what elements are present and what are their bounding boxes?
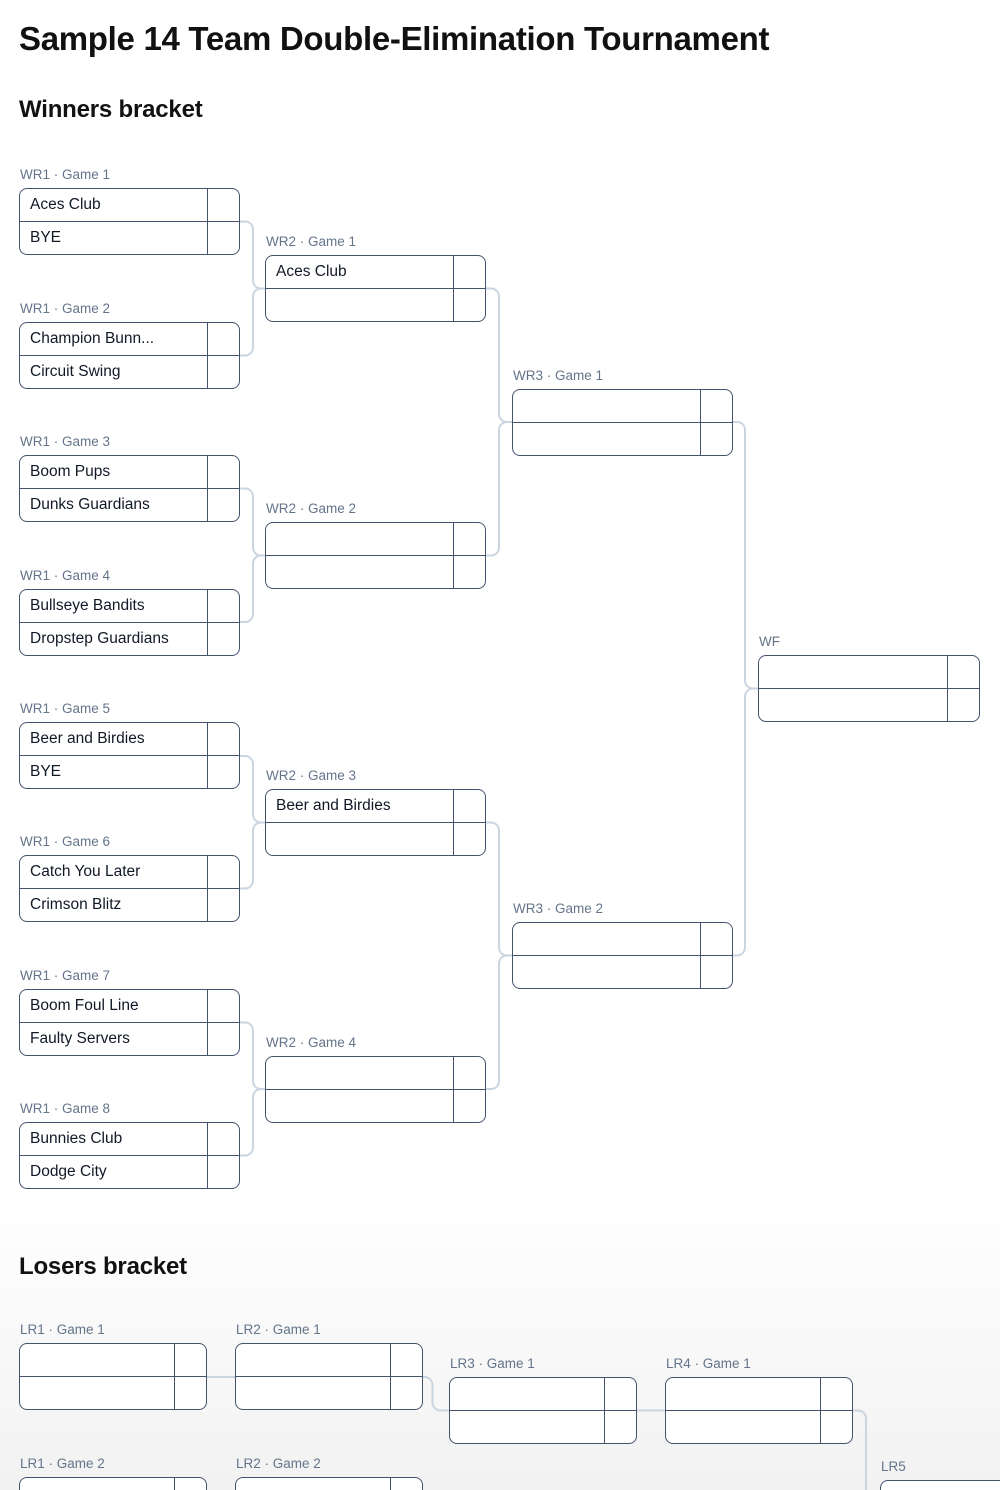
score-cell[interactable] [174, 1344, 206, 1376]
match-lr1g1 [19, 1322, 207, 1410]
match-wr1g7 [19, 968, 240, 1056]
team-name: Beer and Birdies [276, 797, 391, 814]
team-name: Crimson Blitz [30, 896, 122, 913]
match-box[interactable] [880, 1480, 1000, 1490]
match-box[interactable] [19, 1343, 207, 1410]
score-cell[interactable] [207, 856, 239, 888]
team-row[interactable] [266, 822, 485, 855]
connector-line [486, 823, 512, 956]
match-lr1g2 [19, 1456, 207, 1490]
team-row[interactable] [20, 1344, 206, 1376]
match-label: LR4 · Game 1 [666, 1356, 751, 1371]
match-wr1g4 [19, 568, 240, 656]
team-name [266, 1057, 453, 1089]
match-box[interactable] [265, 1056, 486, 1123]
team-row[interactable] [266, 1089, 485, 1122]
team-row[interactable] [266, 288, 485, 321]
team-row[interactable] [20, 856, 239, 888]
match-box[interactable] [19, 1122, 240, 1189]
team-row[interactable] [513, 422, 732, 455]
score-cell[interactable] [174, 1478, 206, 1490]
team-row[interactable] [20, 1123, 239, 1155]
score-cell[interactable] [207, 590, 239, 622]
team-name [20, 1344, 174, 1376]
match-wr2g3 [265, 768, 486, 856]
team-name: BYE [30, 229, 62, 246]
score-cell[interactable] [453, 523, 485, 555]
match-label: WR1 · Game 8 [20, 1101, 111, 1116]
team-row[interactable] [20, 622, 239, 655]
score-cell[interactable] [207, 323, 239, 355]
score-cell[interactable] [453, 823, 485, 855]
match-label: LR2 · Game 1 [236, 1322, 321, 1337]
team-row[interactable] [266, 523, 485, 555]
connector-line [240, 556, 265, 623]
score-cell[interactable] [604, 1378, 636, 1410]
score-cell[interactable] [700, 923, 732, 955]
connector-line [733, 689, 758, 956]
match-box[interactable] [235, 1477, 423, 1490]
match-wr2g2 [265, 501, 486, 589]
match-wr1g1 [19, 167, 240, 255]
score-cell[interactable] [700, 423, 732, 455]
connector-line [240, 823, 265, 889]
match-box[interactable] [265, 789, 486, 856]
match-label: WR1 · Game 2 [20, 301, 111, 316]
team-name: Catch You Later [30, 863, 141, 880]
match-label: LR1 · Game 1 [20, 1322, 105, 1337]
match-label: WR2 · Game 3 [266, 768, 357, 783]
match-box[interactable] [19, 722, 240, 789]
team-name [20, 1478, 174, 1490]
connector-line [486, 956, 512, 1090]
team-row[interactable] [20, 355, 239, 388]
team-row[interactable] [513, 955, 732, 988]
team-name: BYE [30, 763, 62, 780]
score-cell[interactable] [207, 456, 239, 488]
team-row[interactable] [759, 656, 979, 688]
connector-line [240, 222, 265, 289]
team-row[interactable] [513, 923, 732, 955]
team-name [236, 1377, 390, 1409]
team-name [266, 1090, 453, 1122]
match-wr3g1 [512, 368, 733, 456]
match-box[interactable] [665, 1377, 853, 1444]
team-row[interactable] [881, 1481, 1000, 1490]
team-name [513, 923, 700, 955]
score-cell[interactable] [453, 289, 485, 321]
team-row[interactable] [513, 390, 732, 422]
losers-bracket-heading: Losers bracket [19, 1253, 187, 1280]
score-cell[interactable] [207, 356, 239, 388]
match-lr5 [880, 1459, 1000, 1490]
score-cell[interactable] [207, 1123, 239, 1155]
score-cell[interactable] [207, 222, 239, 254]
score-cell[interactable] [207, 1023, 239, 1055]
team-row[interactable] [20, 189, 239, 221]
match-box[interactable] [19, 455, 240, 522]
team-row[interactable] [20, 1022, 239, 1055]
match-label: WR2 · Game 1 [266, 234, 357, 249]
match-wr1g8 [19, 1101, 240, 1189]
team-row[interactable] [266, 1057, 485, 1089]
team-name [450, 1411, 604, 1443]
score-cell[interactable] [820, 1411, 852, 1443]
score-cell[interactable] [820, 1378, 852, 1410]
team-row[interactable] [450, 1378, 636, 1410]
match-wr1g3 [19, 434, 240, 522]
score-cell[interactable] [207, 1156, 239, 1188]
match-label: WF [759, 634, 780, 649]
team-name: Aces Club [30, 196, 101, 213]
match-box[interactable] [235, 1343, 423, 1410]
connector-line [240, 289, 265, 356]
page-title: Sample 14 Team Double-Elimination Tournament [19, 20, 770, 57]
team-name [266, 556, 453, 588]
match-wr1g2 [19, 301, 240, 389]
team-name: Bullseye Bandits [30, 597, 145, 614]
connector-line [240, 1023, 265, 1090]
score-cell[interactable] [700, 956, 732, 988]
team-name: Boom Pups [30, 463, 111, 480]
match-box[interactable] [19, 1477, 207, 1490]
team-name [759, 656, 947, 688]
score-cell[interactable] [207, 189, 239, 221]
match-box[interactable] [19, 855, 240, 922]
score-cell[interactable] [390, 1478, 422, 1490]
match-box[interactable] [19, 188, 240, 255]
team-row[interactable] [666, 1378, 852, 1410]
team-name: Dunks Guardians [30, 496, 150, 513]
match-wr2g4 [265, 1035, 486, 1123]
match-label: WR1 · Game 7 [20, 968, 111, 983]
score-cell[interactable] [453, 790, 485, 822]
team-name [513, 956, 700, 988]
match-label: WR1 · Game 5 [20, 701, 111, 716]
team-row[interactable] [266, 555, 485, 588]
team-row[interactable] [266, 790, 485, 822]
team-name [450, 1378, 604, 1410]
score-cell[interactable] [174, 1377, 206, 1409]
team-name [759, 689, 947, 721]
connector-line [853, 1411, 866, 1490]
connector-line [423, 1377, 449, 1411]
team-row[interactable] [450, 1410, 636, 1443]
match-box[interactable] [512, 389, 733, 456]
match-box[interactable] [19, 989, 240, 1056]
score-cell[interactable] [390, 1344, 422, 1376]
winners-bracket-heading: Winners bracket [19, 96, 203, 123]
connector-line [240, 489, 265, 556]
score-cell[interactable] [207, 489, 239, 521]
team-name [513, 390, 700, 422]
team-row[interactable] [20, 221, 239, 254]
team-name: Champion Bunn... [30, 330, 155, 347]
match-box[interactable] [758, 655, 980, 722]
team-row[interactable] [266, 256, 485, 288]
team-name [881, 1481, 1000, 1490]
team-row[interactable] [666, 1410, 852, 1443]
score-cell[interactable] [947, 689, 979, 721]
team-row[interactable] [236, 1344, 422, 1376]
match-box[interactable] [512, 922, 733, 989]
match-label: LR3 · Game 1 [450, 1356, 535, 1371]
score-cell[interactable] [390, 1377, 422, 1409]
match-label: LR2 · Game 2 [236, 1456, 321, 1471]
score-cell[interactable] [453, 256, 485, 288]
score-cell[interactable] [700, 390, 732, 422]
team-name [20, 1377, 174, 1409]
connector-line [240, 756, 265, 823]
team-row[interactable] [20, 1478, 206, 1490]
team-row[interactable] [759, 688, 979, 721]
match-label: WR1 · Game 3 [20, 434, 111, 449]
match-wr2g1 [265, 234, 486, 322]
team-row[interactable] [236, 1376, 422, 1409]
team-name: Beer and Birdies [30, 730, 145, 747]
match-label: WR2 · Game 4 [266, 1035, 357, 1050]
team-row[interactable] [20, 1155, 239, 1188]
match-label: WR1 · Game 1 [20, 167, 111, 182]
team-row[interactable] [20, 456, 239, 488]
match-wr1g5 [19, 701, 240, 789]
team-row[interactable] [20, 888, 239, 921]
team-row[interactable] [20, 1376, 206, 1409]
match-lr3g1 [449, 1356, 637, 1444]
connector-line [733, 422, 758, 689]
match-lr2g2 [235, 1456, 423, 1490]
match-label: LR1 · Game 2 [20, 1456, 105, 1471]
score-cell[interactable] [207, 889, 239, 921]
match-wr1g6 [19, 834, 240, 922]
match-wr3g2 [512, 901, 733, 989]
match-label: WR3 · Game 1 [513, 368, 604, 383]
team-row[interactable] [20, 323, 239, 355]
team-row[interactable] [20, 723, 239, 755]
team-name: Boom Foul Line [30, 997, 139, 1014]
team-name [236, 1478, 390, 1490]
match-label: WR2 · Game 2 [266, 501, 357, 516]
team-name: Circuit Swing [30, 363, 121, 380]
team-name: Dodge City [30, 1163, 107, 1180]
score-cell[interactable] [207, 623, 239, 655]
team-name [666, 1411, 820, 1443]
connector-line [486, 422, 512, 556]
score-cell[interactable] [207, 723, 239, 755]
score-cell[interactable] [453, 1057, 485, 1089]
score-cell[interactable] [207, 756, 239, 788]
team-name [513, 423, 700, 455]
connector-line [486, 289, 512, 423]
score-cell[interactable] [207, 990, 239, 1022]
match-box[interactable] [265, 522, 486, 589]
team-name: Faulty Servers [30, 1030, 130, 1047]
team-name: Bunnies Club [30, 1130, 123, 1147]
team-row[interactable] [20, 755, 239, 788]
connector-line [240, 1089, 265, 1156]
match-label: LR5 [881, 1459, 906, 1474]
match-box[interactable] [265, 255, 486, 322]
team-name [266, 289, 453, 321]
team-name: Dropstep Guardians [30, 630, 169, 647]
score-cell[interactable] [604, 1411, 636, 1443]
team-name [666, 1378, 820, 1410]
match-box[interactable] [19, 589, 240, 656]
score-cell[interactable] [453, 1090, 485, 1122]
match-lr4g1 [665, 1356, 853, 1444]
team-name [266, 823, 453, 855]
match-label: WR3 · Game 2 [513, 901, 604, 916]
match-box[interactable] [449, 1377, 637, 1444]
team-name: Aces Club [276, 263, 347, 280]
match-label: WR1 · Game 6 [20, 834, 111, 849]
match-wf [758, 634, 980, 722]
match-lr2g1 [235, 1322, 423, 1410]
team-row[interactable] [20, 488, 239, 521]
team-row[interactable] [20, 590, 239, 622]
team-name [266, 523, 453, 555]
match-box[interactable] [19, 322, 240, 389]
team-row[interactable] [20, 990, 239, 1022]
match-label: WR1 · Game 4 [20, 568, 111, 583]
team-name [236, 1344, 390, 1376]
team-row[interactable] [236, 1478, 422, 1490]
score-cell[interactable] [947, 656, 979, 688]
score-cell[interactable] [453, 556, 485, 588]
